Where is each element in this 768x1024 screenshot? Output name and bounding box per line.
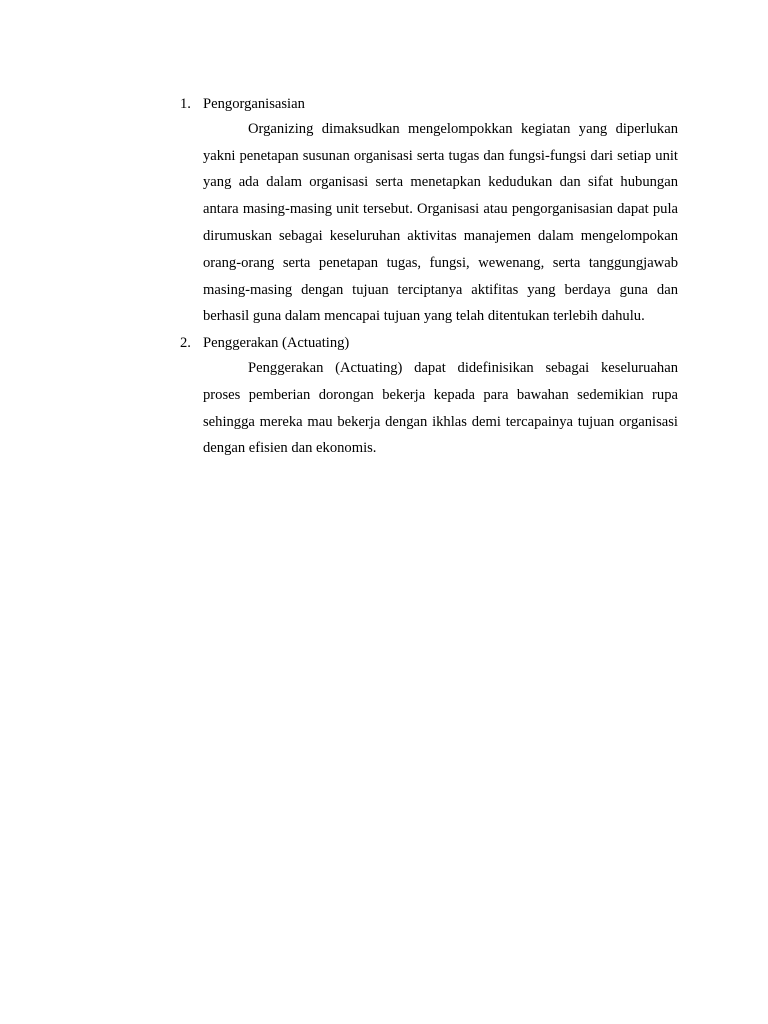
numbered-list — [180, 91, 678, 462]
list-item — [180, 91, 678, 330]
list-item-paragraph: Penggerakan (Actuating) dapat didefinisikan sebagai keseluruahan proses pemberian dorongan bekerja kepada para bawahan sedemikian rupa sehingga mereka mau bekerja dengan ikhlas demi tercapainya tujuan organisasi dengan efisien dan ekonomis. — [203, 359, 678, 457]
list-item-paragraph: Organizing dimaksudkan mengelompokkan kegiatan yang diperlukan yakni penetapan susunan organisasi serta tugas dan fungsi-fungsi dari setiap unit yang ada dalam organisasi serta menetapkan kedudukan dan sifat hubungan antara masing-masing unit tersebut. Organisasi atau pengorganisasian dapat pula dirumuskan sebagai keseluruhan aktivitas manajemen dalam mengelompokan orang-orang serta penetapan tugas, fungsi, wewenang, serta tanggungjawab masing-masing dengan tujuan terciptanya aktifitas yang berdaya guna dan berhasil guna dalam mencapai tujuan yang telah ditentukan terlebih dahulu. — [203, 120, 678, 325]
list-item-number: 1. — [180, 96, 191, 112]
list-item-heading: Pengorganisasian — [203, 96, 305, 112]
list-item-number: 2. — [180, 335, 191, 352]
list-item-heading: Penggerakan (Actuating) — [203, 335, 350, 352]
list-item — [180, 330, 678, 462]
